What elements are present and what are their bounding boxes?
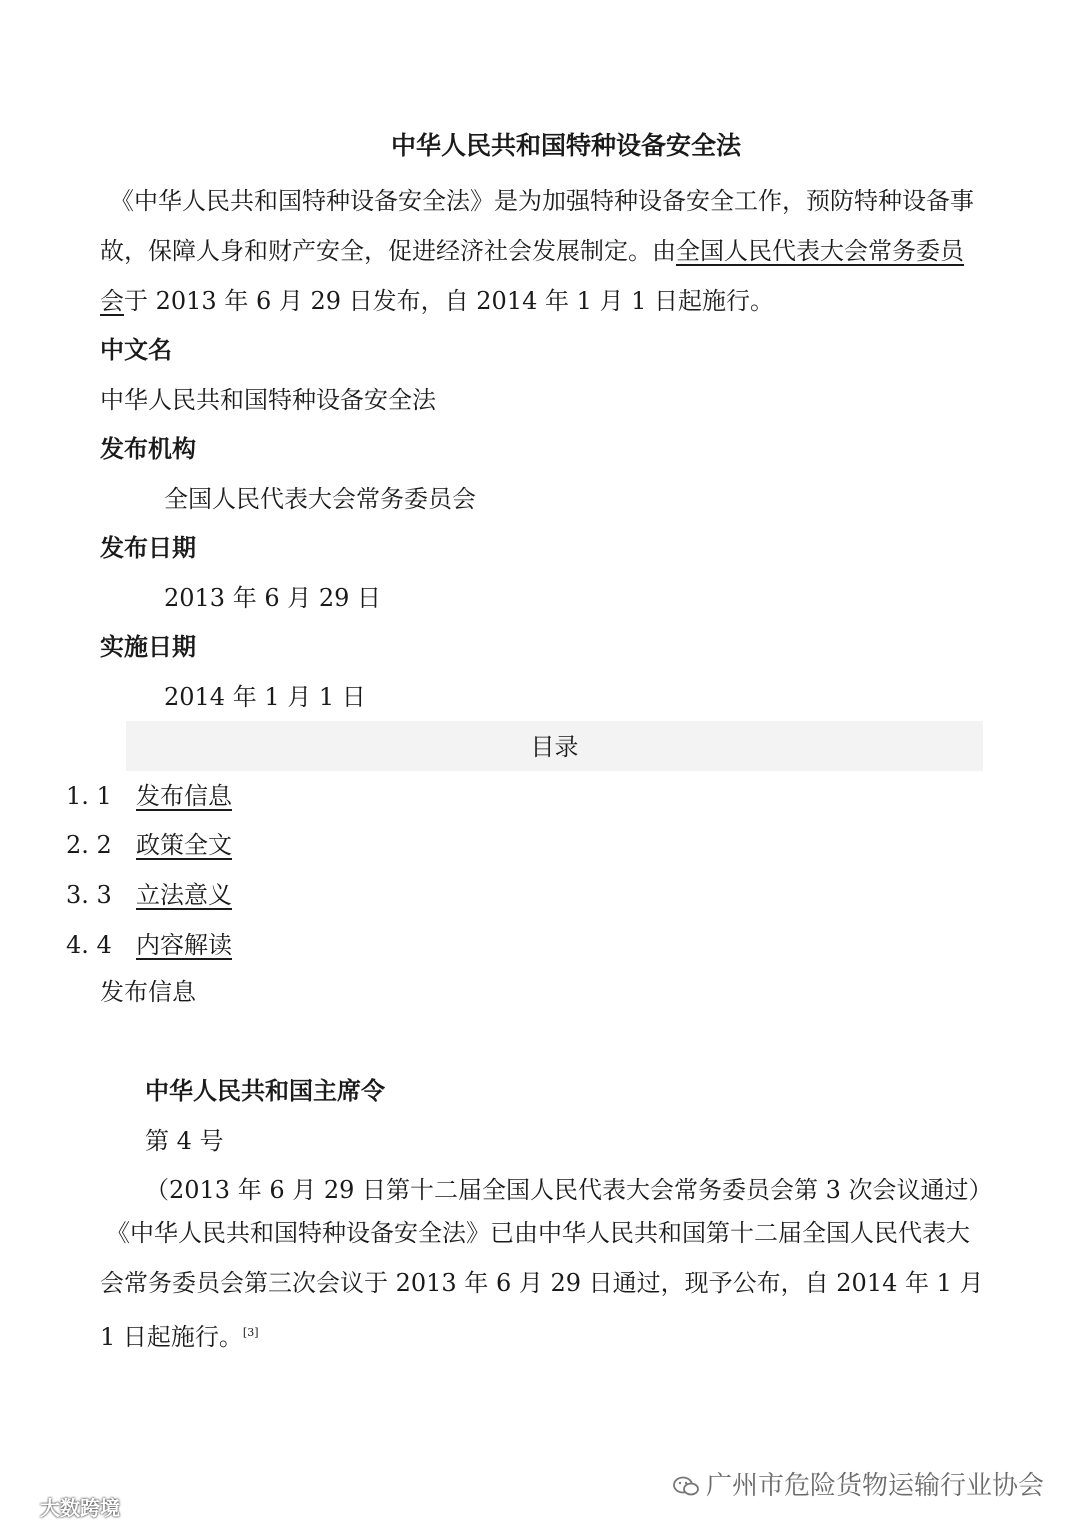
- toc-item: [66, 776, 232, 811]
- toc-link-significance[interactable]: 立法意义: [136, 881, 232, 909]
- toc-item: [66, 925, 232, 960]
- intro-paragraph: [100, 176, 984, 326]
- decree-number: 第 4 号: [145, 1127, 224, 1155]
- logo-icon: [6, 1496, 34, 1518]
- issuer-label: 发布机构: [100, 434, 196, 463]
- document-title: 中华人民共和国特种设备安全法: [390, 131, 741, 160]
- cn-name-value: 中华人民共和国特种设备安全法: [100, 386, 436, 414]
- watermark-right: [672, 1465, 1044, 1502]
- issuer-link[interactable]: 全国人民代表大会常务委员会: [100, 237, 964, 315]
- citation-ref[interactable]: [3]: [242, 1326, 259, 1339]
- toc-item-number: 1. 1: [66, 782, 112, 810]
- issue-date-value: 2013 年 6 月 29 日: [164, 584, 382, 612]
- toc-link-release-info[interactable]: 发布信息: [136, 782, 232, 810]
- decree-passed-note: （2013 年 6 月 29 日第十二届全国人民代表大会常务委员会第 3 次会议通过）: [145, 1176, 993, 1204]
- issue-date-label: 发布日期: [100, 533, 196, 562]
- decree-body: 《中华人民共和国特种设备安全法》已由中华人民共和国第十二届全国人民代表大会常务委员会第三次会议于 2013 年 6 月 29 日通过，现予公布，自 2014 年 1 月 1 日起施行。: [100, 1219, 984, 1351]
- intro-text-pre: 《中华人民共和国特种设备安全法》是为加强特种设备安全工作，预防特种设备事故，保障人身和财产安全，促进经济社会发展制定。由: [100, 187, 974, 265]
- toc-item-number: 2. 2: [66, 831, 112, 859]
- decree-title: 中华人民共和国主席令: [145, 1076, 385, 1105]
- toc-item-number: 3. 3: [66, 881, 112, 909]
- cn-name-label: 中文名: [100, 335, 172, 364]
- toc-item: [66, 825, 232, 860]
- watermark-right-text: 广州市危险货物运输行业协会: [706, 1470, 1045, 1500]
- toc-title: 目录: [530, 733, 579, 761]
- section-heading: 发布信息: [100, 978, 196, 1006]
- effective-date-label: 实施日期: [100, 632, 196, 661]
- watermark-left-text: 大数跨境: [40, 1498, 120, 1520]
- toc-link-interpretation[interactable]: 内容解读: [136, 931, 232, 959]
- toc-link-full-text[interactable]: 政策全文: [136, 831, 232, 859]
- effective-date-value: 2014 年 1 月 1 日: [164, 683, 366, 711]
- intro-text-post: 于 2013 年 6 月 29 日发布，自 2014 年 1 月 1 日起施行。: [124, 287, 775, 315]
- watermark-left: [6, 1492, 120, 1521]
- issuer-value: 全国人民代表大会常务委员会: [164, 485, 476, 513]
- toc-item-number: 4. 4: [66, 931, 112, 959]
- toc-item: [66, 875, 232, 910]
- wechat-icon: [672, 1475, 700, 1497]
- decree-text: [100, 1208, 984, 1362]
